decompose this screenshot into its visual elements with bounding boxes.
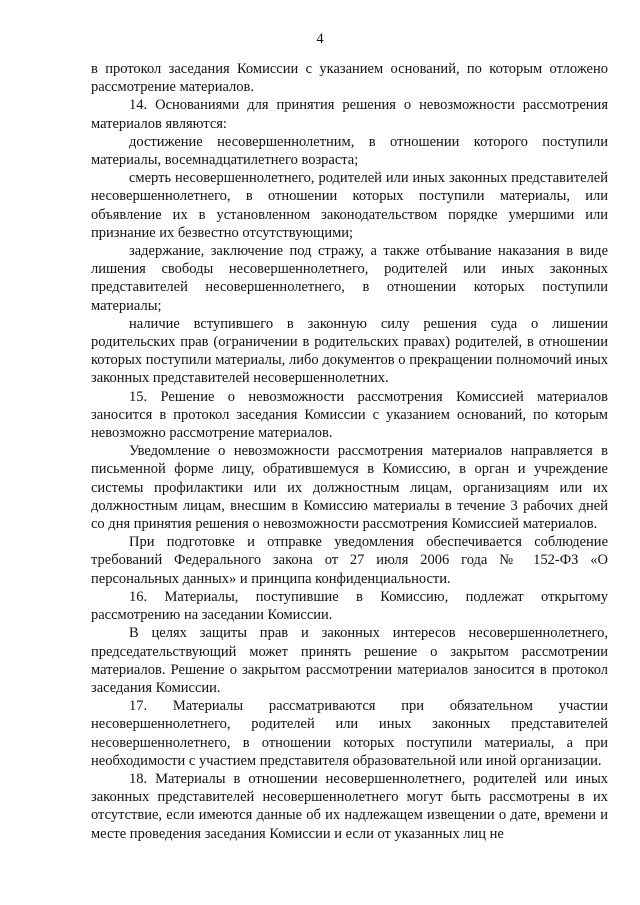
paragraph: При подготовке и отправке уведомления обеспечивается соблюдение требований Федерального закона от 27 июля 2006 года № 152-ФЗ «О персональных данных» и принципа конфиденциальности.	[91, 534, 608, 587]
document-body	[91, 60, 608, 843]
paragraph: задержание, заключение под стражу, а также отбывание наказания в виде лишения свободы несовершеннолетнего, родителей или иных законных представителей несовершеннолетнего, в отношении которых поступили материалы;	[91, 243, 608, 314]
paragraph: в протокол заседания Комиссии с указанием оснований, по которым отложено рассмотрение материалов.	[91, 61, 608, 96]
paragraph: смерть несовершеннолетнего, родителей или иных законных представителей несовершеннолетнего, в отношении которых поступили материалы, или объявление их в установленном законодательством порядке умершими или признание их безвестно отсутствующими;	[91, 170, 608, 241]
paragraph: 18. Материалы в отношении несовершеннолетнего, родителей или иных законных представителей несовершеннолетнего могут быть рассмотрены в их отсутствие, если имеются данные об их надлежащем извещении о дате, времени и месте проведения заседания Комиссии и если от указанных лиц не	[91, 770, 608, 842]
page-number: 4	[316, 31, 324, 47]
paragraph: наличие вступившего в законную силу решения суда о лишении родительских прав (ограничении в родительских правах) родителей, в отношении которых поступили материалы, либо документов о прекращении полномочий иных законных представителей несовершеннолетних.	[91, 315, 608, 387]
paragraph: 17. Материалы рассматриваются при обязательном участии несовершеннолетнего, родителей или иных законных представителей несовершеннолетнего, в отношении которых поступили материалы, а при необходимости с участием представителя образовательной или иной организации.	[91, 698, 608, 769]
paragraph: 16. Материалы, поступившие в Комиссию, подлежат открытому рассмотрению на заседании Комиссии.	[91, 588, 608, 624]
paragraph: 14. Основаниями для принятия решения о невозможности рассмотрения материалов являются:	[91, 97, 608, 132]
paragraph: достижение несовершеннолетним, в отношении которого поступили материалы, восемнадцатилетнего возраста;	[91, 133, 608, 169]
paragraph: Уведомление о невозможности рассмотрения материалов направляется в письменной форме лицу, обратившемуся в Комиссию, в орган и учреждение системы профилактики или их должностным лицам, организациям или их должностным лицам, внесшим в Комиссию материалы в течение 3 рабочих дней со дня принятия решения о невозможности рассмотрения Комиссией материалов.	[91, 443, 608, 533]
paragraph: В целях защиты прав и законных интересов несовершеннолетнего, председательствующий может принять решение о закрытом рассмотрении материалов. Решение о закрытом рассмотрении материалов заносится в протокол заседания Комиссии.	[91, 625, 608, 696]
paragraph: 15. Решение о невозможности рассмотрения Комиссией материалов заносится в протокол заседания Комиссии с указанием оснований, по которым невозможно рассмотрение материалов.	[91, 388, 608, 442]
